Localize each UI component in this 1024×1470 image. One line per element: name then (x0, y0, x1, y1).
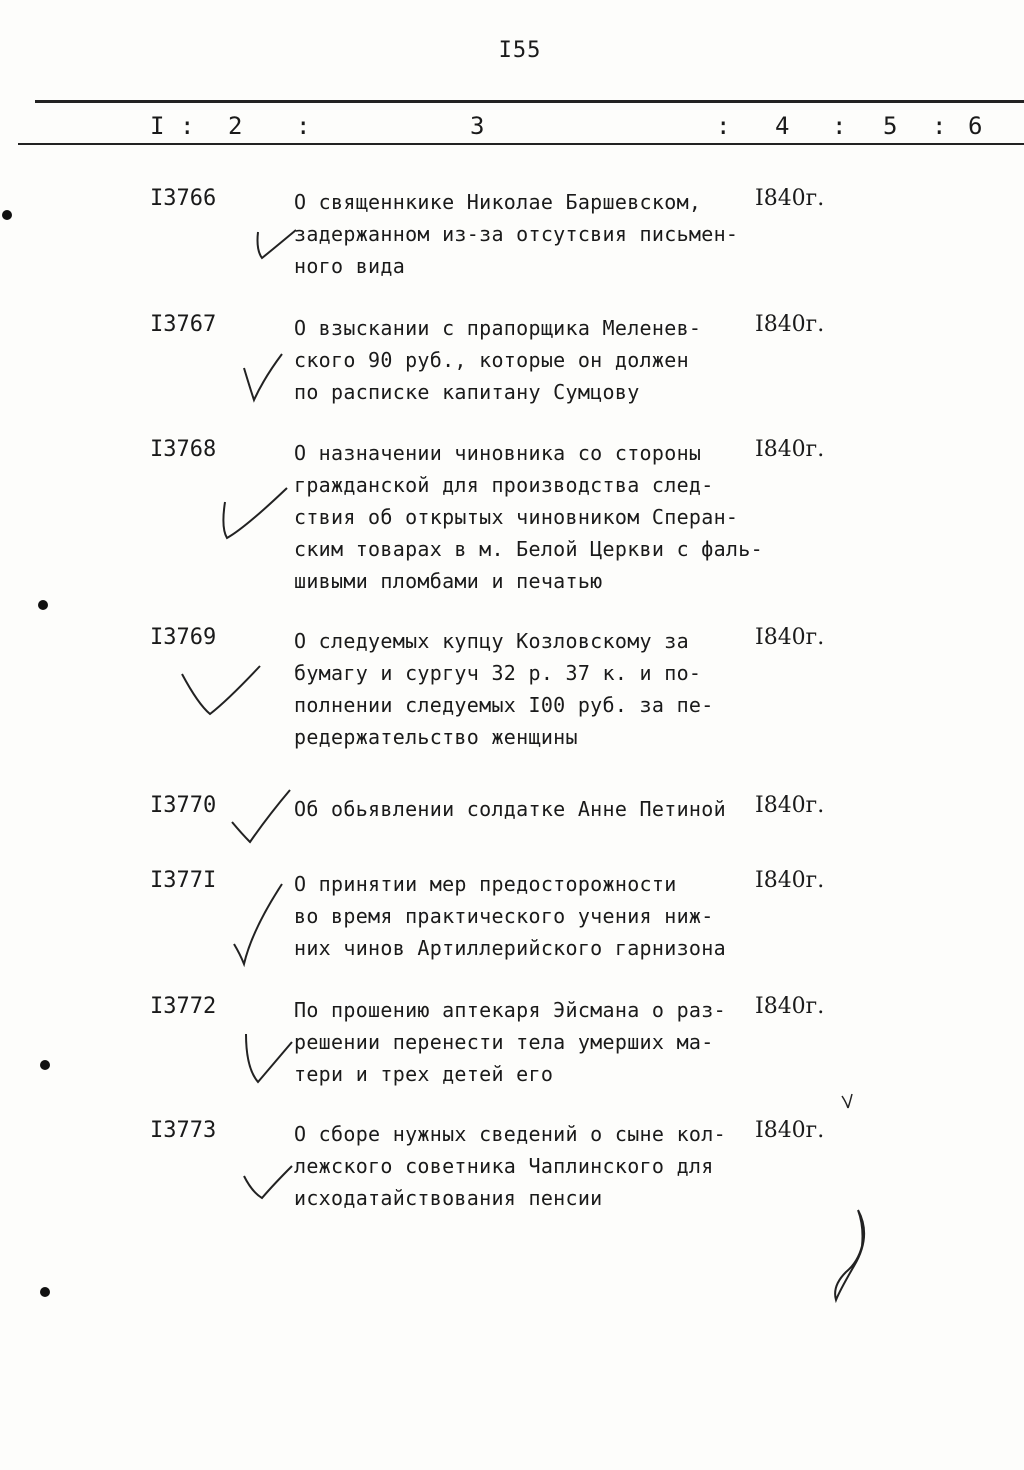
case-description: О священнкике Николае Баршевском, задержанном из-за отсутсвия письмен- ного вида (294, 190, 739, 278)
page-number: I55 (498, 38, 542, 63)
punch-hole-dot (38, 600, 48, 610)
case-description: О принятии мер предосторожности во время практического учения ниж- них чинов Артиллерийского гарнизона (294, 872, 726, 960)
case-year: I840г. (755, 186, 825, 211)
check-mark-icon (238, 348, 288, 408)
case-number: I3769 (150, 625, 217, 650)
case-year: I840г. (755, 625, 825, 650)
case-year: I840г. (755, 868, 825, 893)
case-description: По прошению аптекаря Эйсмана о раз- решении перенести тела умерших ма- тери и трех детей его (294, 998, 726, 1086)
column-separator: : (832, 112, 847, 140)
case-number: I377I (150, 868, 217, 893)
handwritten-mark-icon (840, 1092, 856, 1116)
case-number: I3766 (150, 186, 217, 211)
punch-hole-dot (40, 1287, 50, 1297)
column-separator: : (716, 112, 731, 140)
check-mark-icon (230, 880, 290, 970)
column-header-1: I (150, 112, 165, 140)
case-year: I840г. (755, 1118, 825, 1143)
column-header-5: 5 (883, 112, 898, 140)
case-number: I3770 (150, 793, 217, 818)
column-header-4: 4 (775, 112, 790, 140)
column-separator: : (296, 112, 311, 140)
column-header-3: 3 (470, 112, 485, 140)
check-mark-icon (240, 1162, 300, 1212)
handwritten-mark-icon (828, 1206, 878, 1310)
case-description: О следуемых купцу Козловскому за бумагу и сургуч 32 р. 37 к. и по- полнении следуемых I00 руб. за пе- редержательство женщины (294, 629, 714, 749)
case-year: I840г. (755, 312, 825, 337)
column-header-2: 2 (228, 112, 243, 140)
case-year: I840г. (755, 437, 825, 462)
case-number: I3772 (150, 994, 217, 1019)
case-description: О назначении чиновника со стороны гражданской для производства след- ствия об открытых чиновником Сперан- ским товарах в м. Белой Церкви с фаль- шивыми пломбами и печатью (294, 441, 763, 593)
punch-hole-dot (2, 210, 12, 220)
case-year: I840г. (755, 994, 825, 1019)
case-number: I3773 (150, 1118, 217, 1143)
case-number: I3768 (150, 437, 217, 462)
header-top-rule (35, 100, 1024, 103)
case-description: О взыскании с прапорщика Меленев- ского 90 руб., которые он должен по расписке капитану Сумцову (294, 316, 702, 404)
case-description: Об обьявлении солдатке Анне Петиной (294, 797, 726, 821)
check-mark-icon (240, 1028, 300, 1088)
case-year: I840г. (755, 793, 825, 818)
check-mark-icon (252, 220, 302, 270)
check-mark-icon (178, 660, 268, 720)
check-mark-icon (215, 478, 295, 548)
column-separator: : (932, 112, 947, 140)
punch-hole-dot (40, 1060, 50, 1070)
header-bottom-rule (18, 143, 1024, 145)
case-number: I3767 (150, 312, 217, 337)
column-separator: : (180, 112, 195, 140)
check-mark-icon (228, 786, 298, 846)
column-header-6: 6 (968, 112, 983, 140)
case-description: О сборе нужных сведений о сыне кол- лежского советника Чаплинского для исходатайствования пенсии (294, 1122, 726, 1210)
